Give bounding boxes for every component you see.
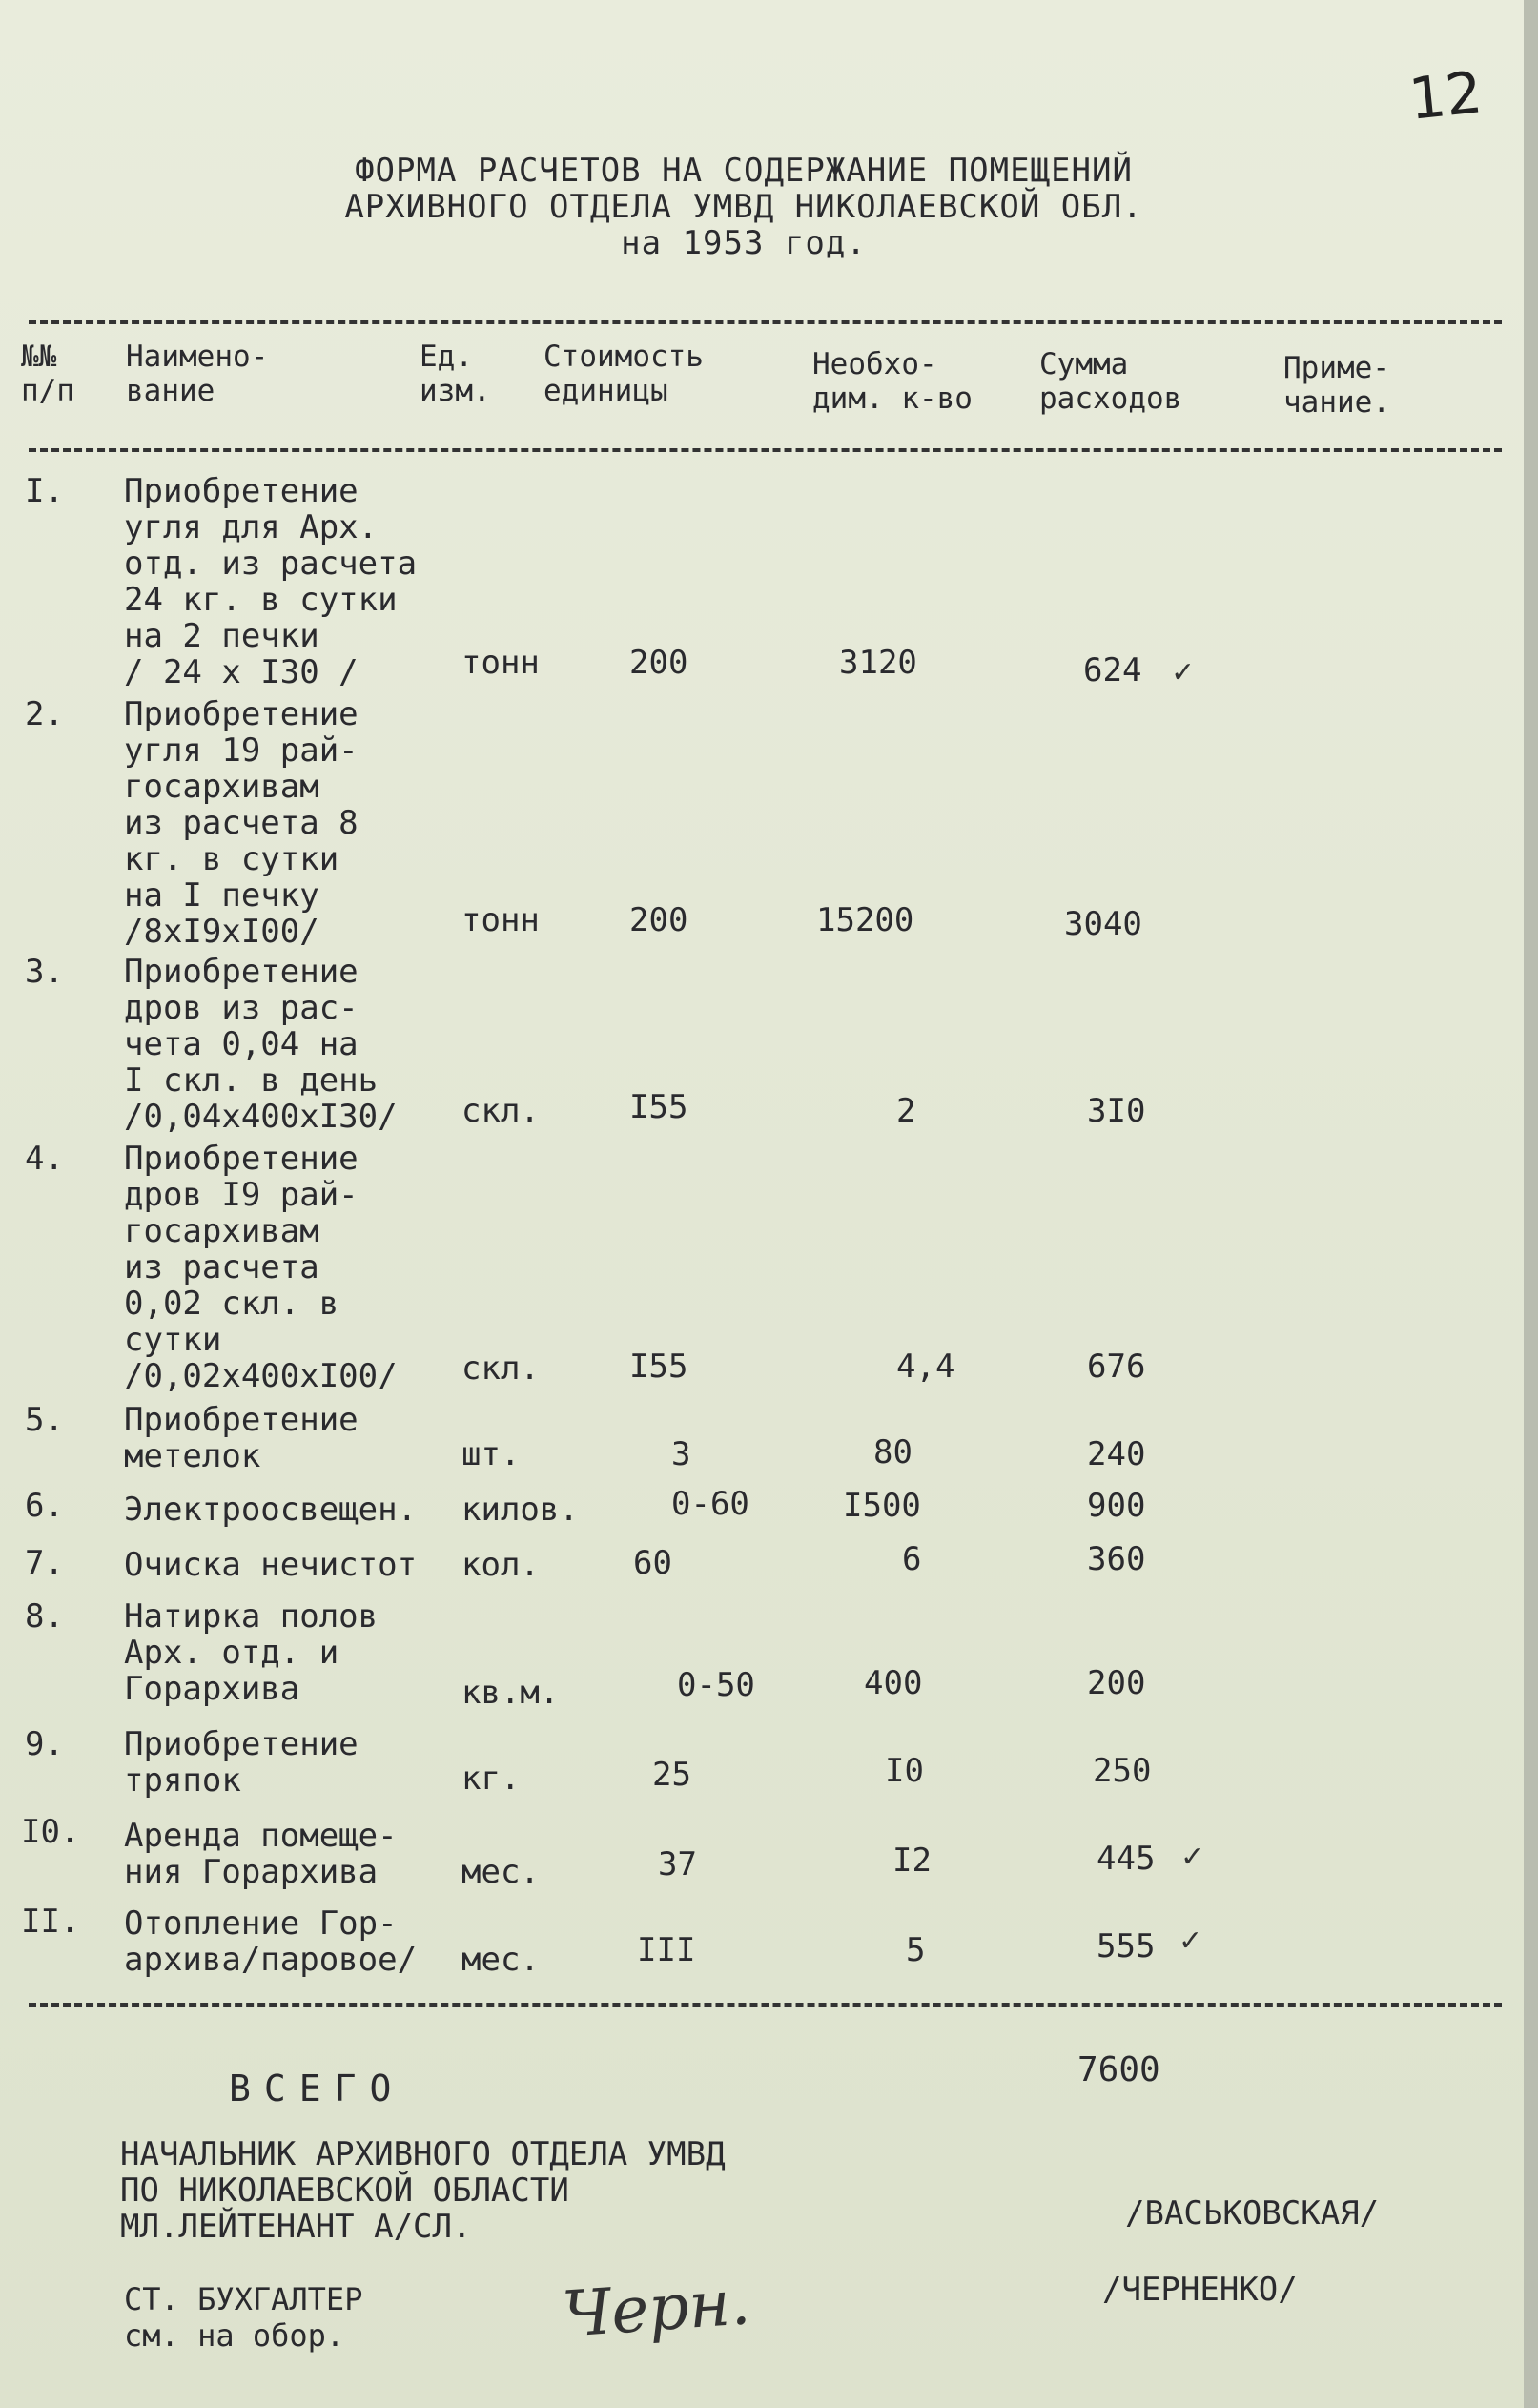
header-no: №№ п/п — [21, 340, 74, 408]
row-8-unit: кв.м. — [461, 1674, 560, 1712]
row-10-check-icon: ✓ — [1180, 1841, 1205, 1874]
row-8-no: 8. — [25, 1597, 64, 1636]
row-6-qty: I500 — [843, 1487, 921, 1525]
header-sum: Сумма расходов — [1039, 347, 1182, 416]
row-8-sum: 200 — [1087, 1664, 1146, 1702]
row-4-no: 4. — [25, 1140, 64, 1178]
row-3-unit: скл. — [461, 1092, 540, 1130]
row-8-qty: 400 — [864, 1664, 923, 1702]
row-7-price: 60 — [633, 1544, 672, 1582]
row-10-qty: I2 — [892, 1842, 932, 1880]
row-8-name: Натирка полов Арх. отд. и Горархива — [124, 1597, 379, 1708]
row-7-sum: 360 — [1087, 1540, 1146, 1578]
header-bottom-rule — [29, 448, 1502, 452]
row-4-name: Приобретение дров I9 рай- госархивам из расчета 0,02 скл. в сутки /0,02х400хI00/ — [124, 1140, 398, 1395]
row-1-name: Приобретение угля для Арх. отд. из расчета 24 кг. в сутки на 2 печки / 24 х I30 / — [124, 472, 418, 691]
row-7-name: Очиска нечистот — [124, 1546, 418, 1584]
row-10-name: Аренда помеще- ния Горархива — [124, 1817, 398, 1891]
row-10-price: 37 — [658, 1845, 697, 1883]
row-1-no: I. — [25, 472, 64, 510]
row-4-sum: 676 — [1087, 1348, 1146, 1386]
row-2-qty: 15200 — [816, 901, 914, 939]
row-4-price: I55 — [629, 1348, 688, 1386]
row-3-price: I55 — [629, 1088, 688, 1126]
row-8-price: 0-50 — [677, 1666, 755, 1704]
row-2-price: 200 — [629, 901, 688, 939]
row-6-sum: 900 — [1087, 1487, 1146, 1525]
row-9-unit: кг. — [461, 1760, 521, 1798]
row-4-qty: 4,4 — [896, 1348, 955, 1386]
handwritten-signature: Черн. — [560, 2265, 753, 2352]
signature-title: НАЧАЛЬНИК АРХИВНОГО ОТДЕЛА УМВД ПО НИКОЛАЕВСКОЙ ОБЛАСТИ МЛ.ЛЕЙТЕНАНТ А/СЛ. — [120, 2135, 726, 2246]
row-7-unit: кол. — [461, 1546, 540, 1584]
row-5-sum: 240 — [1087, 1435, 1146, 1473]
row-11-check-icon: ✓ — [1179, 1924, 1203, 1958]
row-10-no: I0. — [21, 1813, 80, 1851]
row-9-no: 9. — [25, 1725, 64, 1763]
row-5-unit: шт. — [461, 1435, 521, 1473]
row-2-name: Приобретение угля 19 рай- госархивам из расчета 8 кг. в сутки на I печку /8хI9хI00/ — [124, 695, 359, 951]
row-9-sum: 250 — [1093, 1752, 1152, 1790]
row-1-sum: 624 — [1083, 651, 1142, 689]
row-3-name: Приобретение дров из рас- чета 0,04 на I скл. в день /0,04х400хI30/ — [124, 953, 398, 1136]
header-top-rule — [29, 320, 1502, 324]
title-line-2: АРХИВНОГО ОТДЕЛА УМВД НИКОЛАЕВСКОЙ ОБЛ. — [344, 188, 1143, 226]
row-11-price: III — [637, 1931, 696, 1969]
page-number: 12 — [1405, 59, 1486, 134]
row-5-price: 3 — [671, 1435, 691, 1473]
row-11-sum: 555 — [1097, 1927, 1156, 1966]
title-line-1: ФОРМА РАСЧЕТОВ НА СОДЕРЖАНИЕ ПОМЕЩЕНИЙ — [355, 152, 1133, 190]
row-5-no: 5. — [25, 1401, 64, 1439]
row-11-name: Отопление Гор- архива/паровое/ — [124, 1904, 418, 1979]
total-label: ВСЕГО — [229, 2068, 405, 2110]
row-6-unit: килов. — [461, 1491, 579, 1529]
accountant-label: СТ. БУХГАЛТЕР см. на обор. — [124, 2281, 363, 2354]
row-3-qty: 2 — [896, 1092, 916, 1130]
header-price: Стоимость единицы — [543, 340, 704, 408]
row-4-unit: скл. — [461, 1349, 540, 1388]
row-1-check-icon: ✓ — [1171, 656, 1196, 689]
title-line-3: на 1953 год. — [621, 224, 867, 262]
header-name: Наимено- вание — [126, 340, 269, 408]
header-unit: Ед. изм. — [420, 340, 491, 408]
row-2-no: 2. — [25, 695, 64, 733]
total-value: 7600 — [1077, 2050, 1160, 2089]
header-qty: Необхо- дим. к-во — [812, 347, 973, 416]
row-6-name: Электроосвещен. — [124, 1491, 418, 1529]
row-11-qty: 5 — [906, 1931, 926, 1969]
row-11-no: II. — [21, 1903, 80, 1941]
row-9-price: 25 — [652, 1756, 691, 1794]
row-7-no: 7. — [25, 1544, 64, 1582]
signature-name-1: /ВАСЬКОВСКАЯ/ — [1125, 2194, 1380, 2233]
row-9-qty: I0 — [885, 1752, 924, 1790]
row-7-qty: 6 — [902, 1540, 922, 1578]
row-10-sum: 445 — [1097, 1840, 1156, 1878]
page-edge — [1524, 0, 1538, 2408]
row-11-unit: мес. — [461, 1941, 540, 1979]
row-6-price: 0-60 — [671, 1485, 749, 1523]
header-note: Приме- чание. — [1283, 351, 1390, 420]
row-3-no: 3. — [25, 953, 64, 991]
row-5-qty: 80 — [873, 1433, 913, 1472]
row-6-no: 6. — [25, 1487, 64, 1525]
row-2-sum: 3040 — [1064, 905, 1142, 943]
signature-name-2: /ЧЕРНЕНКО/ — [1102, 2271, 1298, 2309]
table-bottom-rule — [29, 2003, 1502, 2007]
row-3-sum: 3I0 — [1087, 1092, 1146, 1130]
row-5-name: Приобретение метелок — [124, 1401, 359, 1475]
row-1-unit: тонн — [461, 644, 540, 682]
row-9-name: Приобретение тряпок — [124, 1725, 359, 1800]
row-10-unit: мес. — [461, 1853, 540, 1891]
document-title — [286, 153, 1201, 261]
row-1-price: 200 — [629, 644, 688, 682]
row-1-qty: 3120 — [839, 644, 917, 682]
row-2-unit: тонн — [461, 901, 540, 939]
